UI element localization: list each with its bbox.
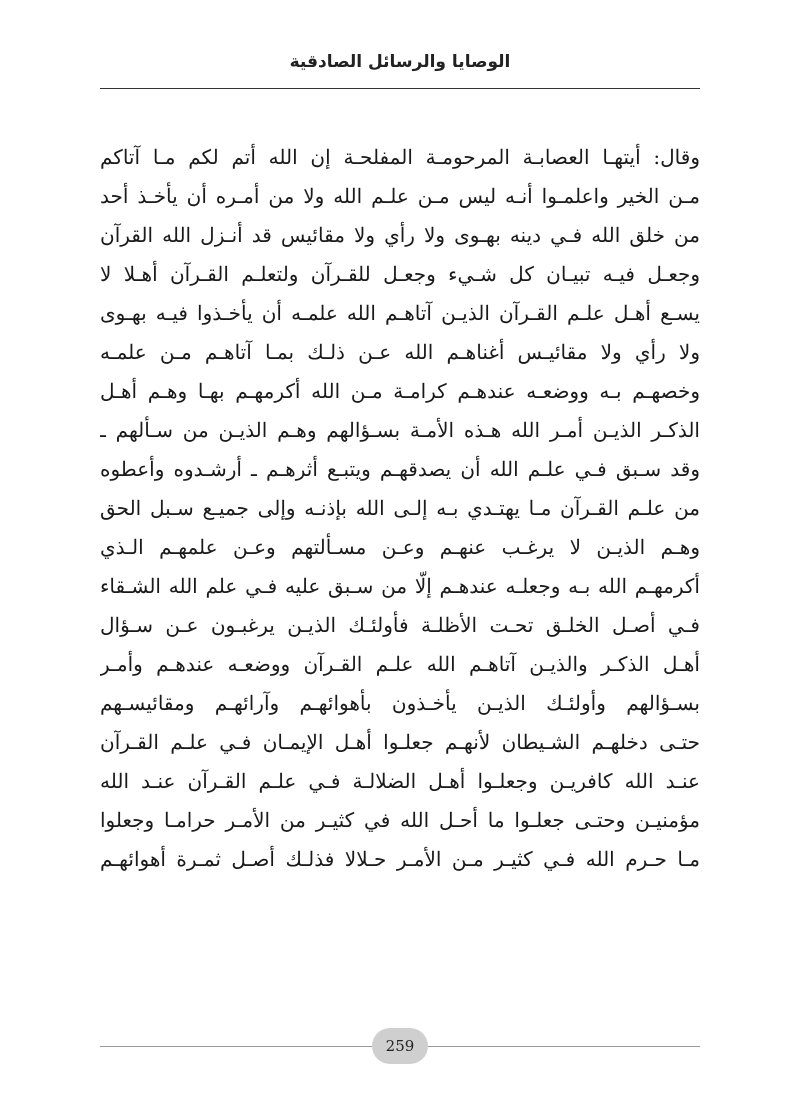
text-line: الذكـر الذيـن أمـر الله هـذه الأمـة بسـؤالهم وهـم الذيـن من سـألهم ـ (100, 418, 700, 442)
text-line: ولا رأي ولا مقائيـس أغناهـم الله عـن ذلـك بمـا آتاهـم مـن علمـه (100, 340, 700, 364)
text-line: عنـد الله كافريـن وجعلـوا أهـل الضلالـة فـي علـم القـرآن عنـد الله (100, 769, 700, 793)
text-line: وقال: أيتهـا العصابـة المرحومـة المفلحـة إن الله أتم لكم مـا آتاكم (100, 145, 700, 169)
page-number-badge: 259 (372, 1028, 428, 1064)
text-line: من خلق الله فـي دينه بهـوى ولا رأي ولا مقائيس قد أنـزل الله القرآن (100, 223, 700, 247)
body-text (100, 138, 700, 879)
text-line: مـا حـرم الله فـي كثيـر مـن الأمـر حـلالا فذلـك أصـل ثمـرة أهوائهـم (100, 847, 700, 871)
text-line: وجعـل فيـه تبيـان كل شـيء وجعـل للقـرآن ولتعلـم القـرآن أهـلا لا (100, 262, 700, 286)
text-line: مـن الخير واعلمـوا أنـه ليس مـن علـم الله ولا من أمـره أن يأخـذ أحد (100, 184, 700, 208)
text-line: من علـم القـرآن مـا يهتـدي بـه إلـى الله بإذنـه وإلى جميـع سـبل الحق (100, 496, 700, 520)
header-divider (100, 88, 700, 89)
text-line: أهـل الذكـر والذيـن آتاهـم الله علـم القـرآن ووضعـه عندهـم وأمـر (100, 652, 700, 676)
running-head-title: الوصايا والرسائل الصادقية (289, 52, 511, 72)
text-line: فـي أصـل الخلـق تحـت الأظلـة فأولئـك الذيـن يرغبـون عـن سـؤال (100, 613, 700, 637)
text-line: وهـم الذيـن لا يرغـب عنهـم وعـن مسـألتهم وعـن علمهـم الـذي (100, 535, 700, 559)
text-line: حتـى دخلهـم الشـيطان لأنهـم جعلـوا أهـل الإيمـان فـي علـم القـرآن (100, 730, 700, 754)
text-line: مؤمنيـن وحتـى جعلـوا ما أحـل الله في كثيـر من الأمـر حرامـا وجعلوا (100, 808, 700, 832)
page-footer (100, 1026, 700, 1066)
text-line: يسـع أهـل علـم القـرآن الذيـن آتاهـم الله علمـه أن يأخـذوا فيـه بهـوى (100, 301, 700, 325)
text-line: أكرمهـم الله بـه وجعلـه عندهـم إلّا من سـبق عليه فـي علم الله الشـقاء (100, 574, 700, 598)
text-line: وقد سـبق فـي علـم الله أن يصدقهـم ويتبـع أثرهـم ـ أرشـدوه وأعطوه (100, 457, 700, 481)
text-line: بسـؤالهم وأولئـك الذيـن يأخـذون بأهوائهـم وآرائهـم ومقائيسـهم (100, 691, 700, 715)
text-line: وخصهـم بـه ووضعـه عندهـم كرامـة مـن الله أكرمهـم بهـا وهـم أهـل (100, 379, 700, 403)
